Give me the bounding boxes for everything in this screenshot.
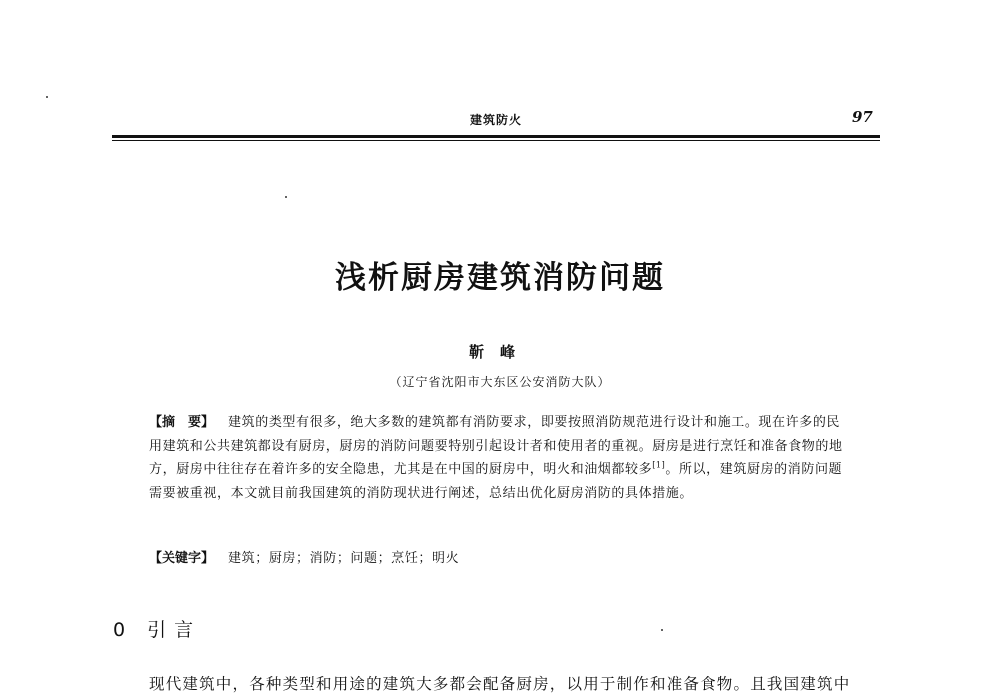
author-name: 靳峰 (468, 343, 531, 361)
author-affiliation: （辽宁省沈阳市大东区公安消防大队） (389, 375, 611, 389)
keywords (149, 547, 849, 566)
scan-speck (285, 196, 287, 198)
abstract-text: 建筑的类型有很多，绝大多数的建筑都有消防要求，即要按照消防规范进行设计和施工。现在许多的民用建筑和公共建筑都设有厨房，厨房的消防问题要特别引起设计者和使用者的重视。厨房是进行烹饪和准备食物的地方，厨房中往往存在着许多的安全隐患，尤其是在中国的厨房中，明火和油烟都较多 (149, 415, 843, 477)
section-heading: 0 引言 (113, 619, 202, 641)
body-paragraph: 现代建筑中，各种类型和用途的建筑大多都会配备厨房，以用于制作和准备食物。且我国建筑中 (149, 675, 851, 693)
abstract-text-continued: 。所以，建筑厨房的消防问题需要被重视，本文就目前我国建筑的消防现状进行阐述，总结出优化厨房消防的具体措施。 (149, 462, 843, 501)
header-rule-thick (112, 135, 880, 138)
keywords-label: 【关键字】 (149, 551, 215, 566)
header-rule-thin (112, 140, 880, 141)
abstract (149, 411, 849, 505)
reference-mark: [1] (652, 460, 666, 470)
page-number: 97 (852, 108, 873, 126)
abstract-label: 【摘 要】 (149, 415, 215, 430)
article-title: 浅析厨房建筑消防问题 (335, 260, 665, 296)
scan-speck (661, 629, 663, 631)
scan-speck (46, 96, 48, 98)
keywords-text: 建筑；厨房；消防；问题；烹饪；明火 (228, 551, 460, 566)
running-title: 建筑防火 (470, 113, 523, 127)
